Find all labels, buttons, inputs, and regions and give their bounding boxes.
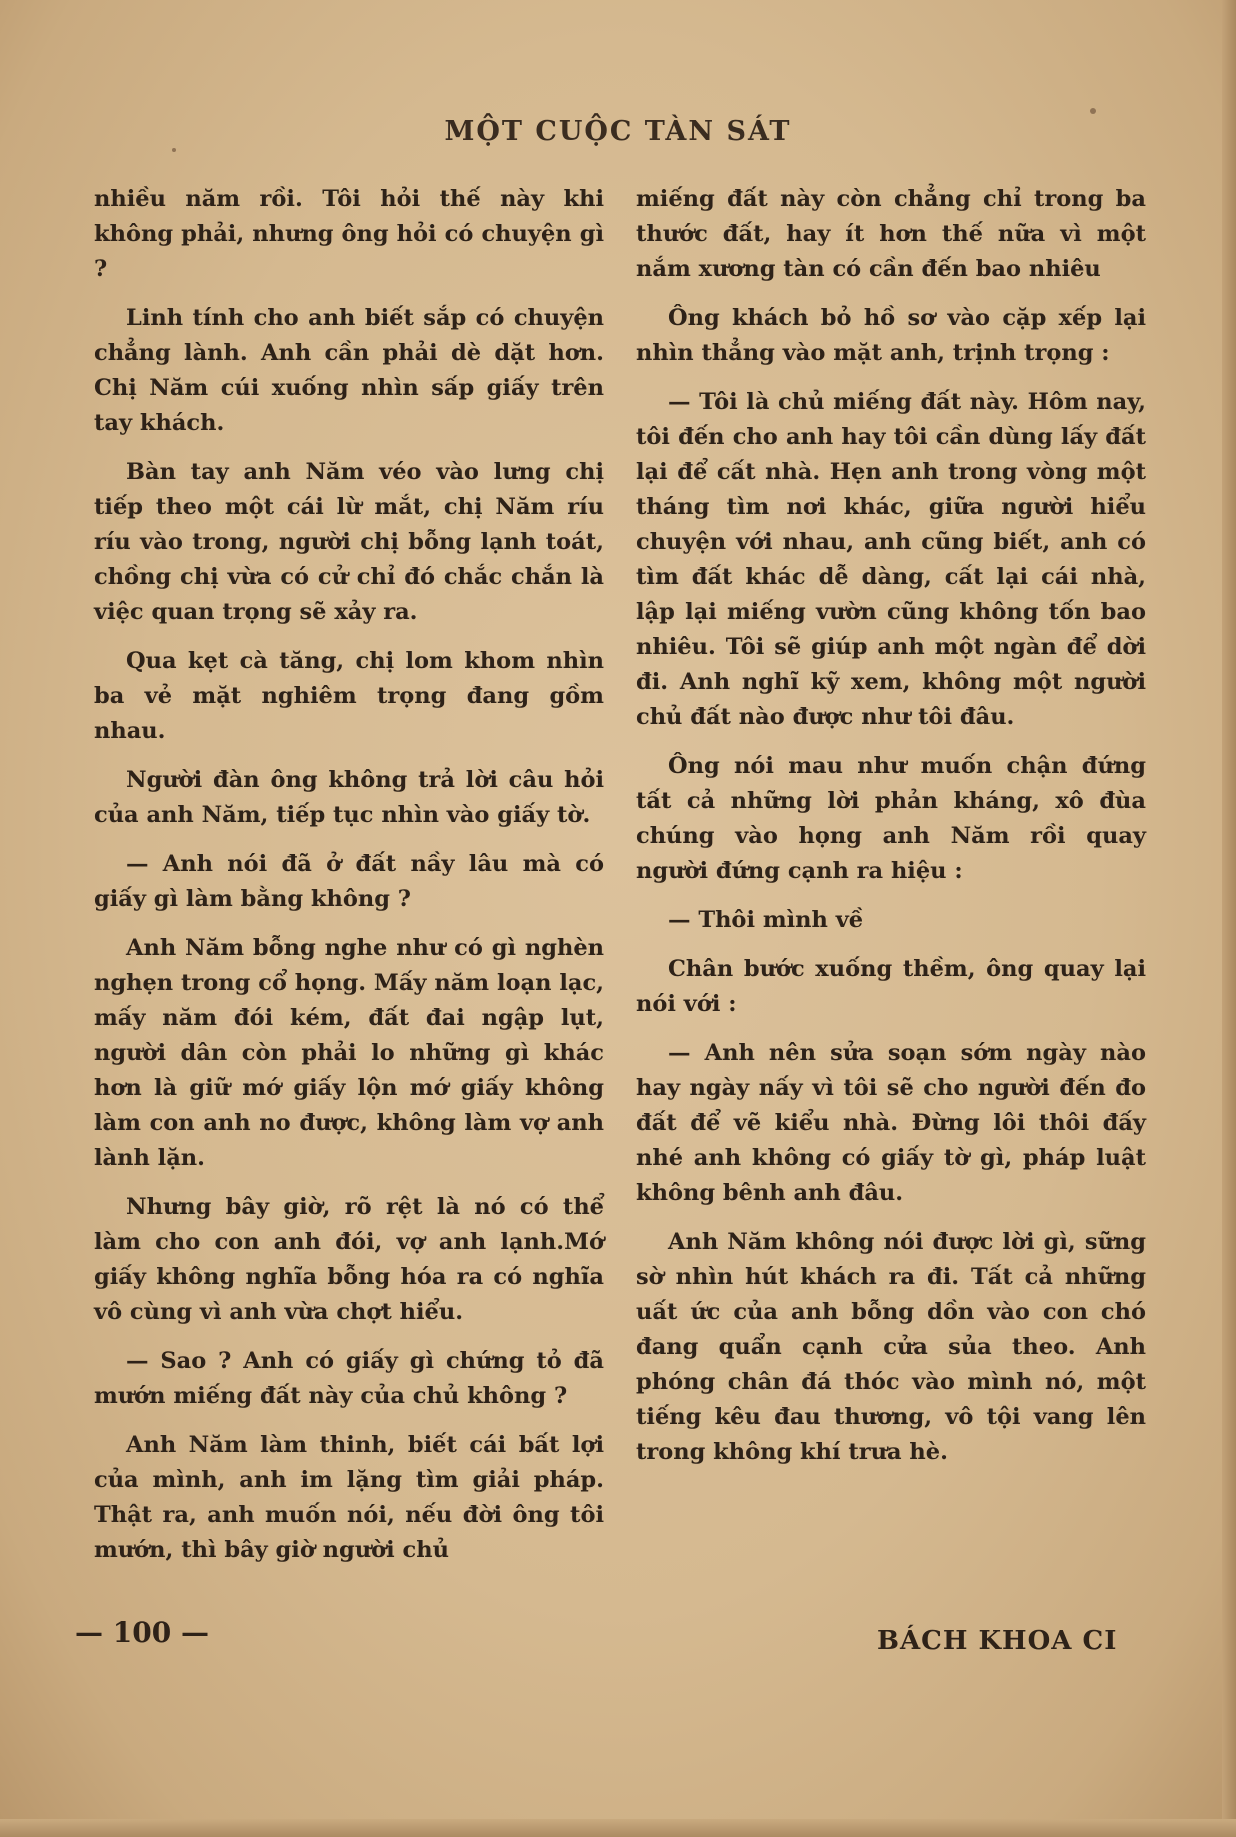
paragraph: Bàn tay anh Năm véo vào lưng chị tiếp theo một cái lừ mắt, chị Năm ríu ríu vào trong, người chị bỗng lạnh toát, chồng chị vừa có cử chỉ đó chắc chắn là việc quan trọng sẽ xảy ra. <box>94 459 604 625</box>
paragraph: Linh tính cho anh biết sắp có chuyện chẳng lành. Anh cần phải dè dặt hơn. Chị Năm cúi xuống nhìn sấp giấy trên tay khách. <box>94 305 604 436</box>
page-edge-right <box>1222 0 1236 1837</box>
paragraph: — Tôi là chủ miếng đất này. Hôm nay, tôi đến cho anh hay tôi cần dùng lấy đất lại để cất nhà. Hẹn anh trong vòng một tháng tìm nơi khác, giữa người hiểu chuyện với nhau, anh cũng biết, anh có tìm đất khác dễ dàng, cất lại cái nhà, lập lại miếng vườn cũng không tốn bao nhiêu. Tôi sẽ giúp anh một ngàn để dời đi. Anh nghĩ kỹ xem, không một người chủ đất nào được như tôi đâu. <box>636 389 1146 730</box>
paragraph: miếng đất này còn chẳng chỉ trong ba thước đất, hay ít hơn thế nữa vì một nắm xương tàn có cần đến bao nhiêu <box>636 186 1146 282</box>
paragraph: — Sao ? Anh có giấy gì chứng tỏ đã mướn miếng đất này của chủ không ? <box>94 1348 604 1409</box>
paragraph: Anh Năm bỗng nghe như có gì nghèn nghẹn trong cổ họng. Mấy năm loạn lạc, mấy năm đói kém, đất đai ngập lụt, người dân còn phải lo những gì khác hơn là giữ mớ giấy lộn mớ giấy không làm con anh no được, không làm vợ anh lành lặn. <box>94 935 604 1171</box>
paragraph: — Anh nên sửa soạn sớm ngày nào hay ngày nấy vì tôi sẽ cho người đến đo đất để vẽ kiểu nhà. Đừng lôi thôi đấy nhé anh không có giấy tờ gì, pháp luật không bênh anh đâu. <box>636 1040 1146 1206</box>
paragraph: Nhưng bây giờ, rõ rệt là nó có thể làm cho con anh đói, vợ anh lạnh.Mớ giấy không nghĩa bỗng hóa ra có nghĩa vô cùng vì anh vừa chợt hiểu. <box>94 1194 604 1325</box>
page-title: MỘT CUỘC TÀN SÁT <box>444 116 792 147</box>
paragraph: nhiều năm rồi. Tôi hỏi thế này khi không phải, nhưng ông hỏi có chuyện gì ? <box>94 186 604 282</box>
journal-name: BÁCH KHOA CI <box>877 1626 1118 1656</box>
paragraph: Anh Năm làm thinh, biết cái bất lợi của mình, anh im lặng tìm giải pháp. Thật ra, anh muốn nói, nếu đời ông tôi mướn, thì bây giờ người chủ <box>94 1432 604 1563</box>
left-column <box>94 182 604 1582</box>
paragraph: Ông khách bỏ hồ sơ vào cặp xếp lại nhìn thẳng vào mặt anh, trịnh trọng : <box>636 305 1146 366</box>
paragraph: Chân bước xuống thềm, ông quay lại nói với : <box>636 956 1146 1017</box>
paragraph: Người đàn ông không trả lời câu hỏi của anh Năm, tiếp tục nhìn vào giấy tờ. <box>94 767 604 828</box>
paragraph: Anh Năm không nói được lời gì, sững sờ nhìn hút khách ra đi. Tất cả những uất ức của anh bỗng dồn vào con chó đang quẩn cạnh cửa sủa theo. Anh phóng chân đá thóc vào mình nó, một tiếng kêu đau thương, vô tội vang lên trong không khí trưa hè. <box>636 1229 1146 1465</box>
paragraph: Ông nói mau như muốn chận đứng tất cả những lời phản kháng, xô đùa chúng vào họng anh Năm rồi quay người đứng cạnh ra hiệu : <box>636 753 1146 884</box>
paragraph: — Anh nói đã ở đất nầy lâu mà có giấy gì làm bằng không ? <box>94 851 604 912</box>
paragraph: Qua kẹt cà tăng, chị lom khom nhìn ba vẻ mặt nghiêm trọng đang gồm nhau. <box>94 648 604 744</box>
paragraph: — Thôi mình về <box>668 907 864 933</box>
right-column <box>636 182 1146 1484</box>
paper-speck <box>172 148 176 152</box>
page-edge-bottom <box>0 1819 1236 1837</box>
page-number: — 100 — <box>75 1616 209 1649</box>
paper-speck <box>1090 108 1096 114</box>
